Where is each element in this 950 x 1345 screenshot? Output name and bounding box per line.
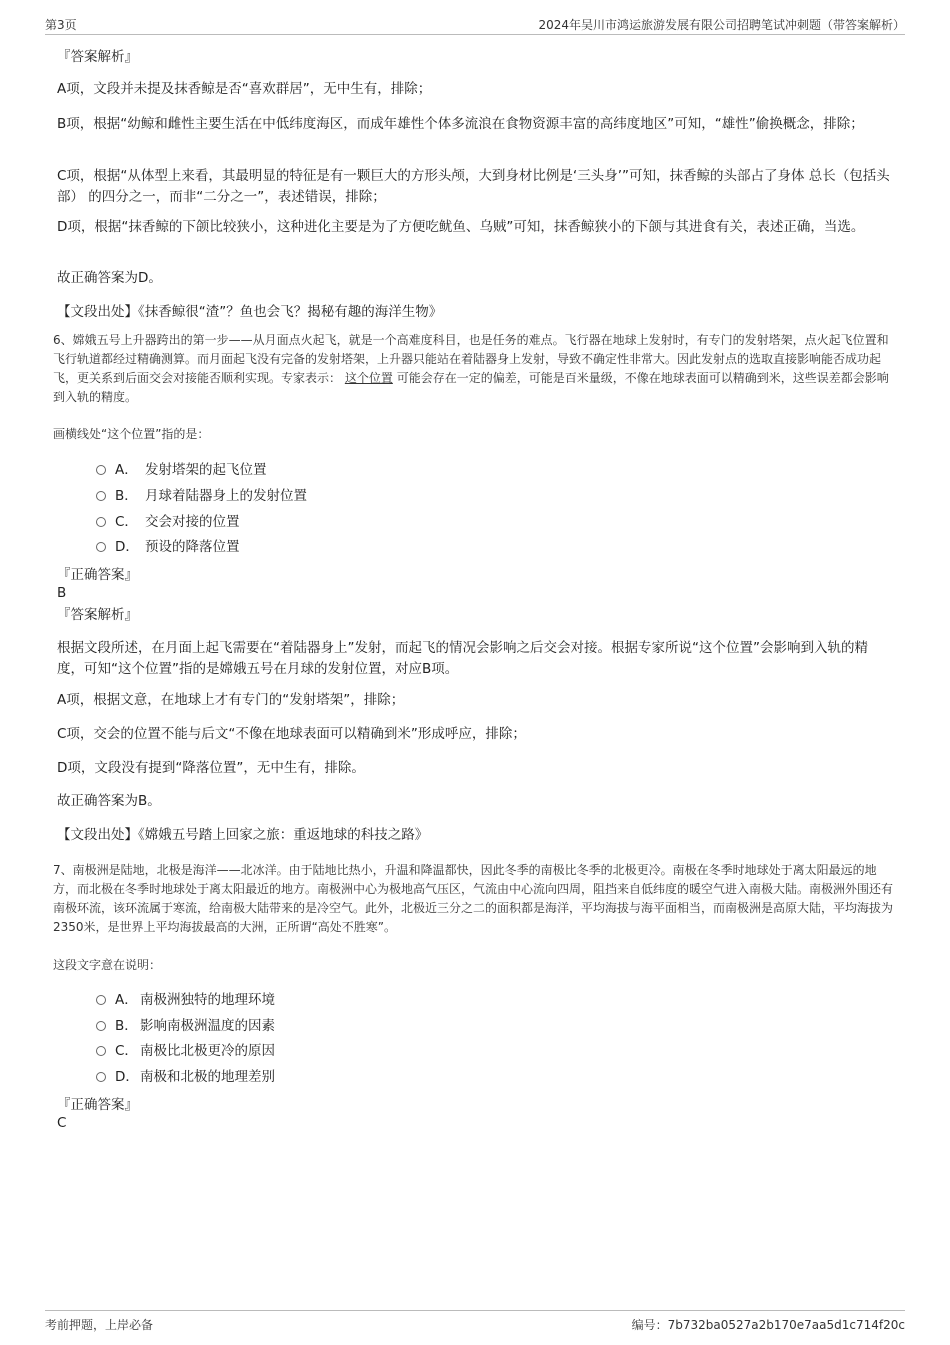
option-letter: B． — [115, 1018, 138, 1034]
q7-option-a[interactable] — [96, 990, 275, 1010]
q6-answer-heading: 『正确答案』 — [57, 567, 138, 583]
q7-question: 这段文字意在说明： — [53, 958, 162, 972]
radio-icon[interactable] — [96, 517, 106, 527]
q6-option-d[interactable] — [96, 537, 240, 557]
source-title: 《嫦娥五号踏上回家之旅：重返地球的科技之路》 — [138, 827, 429, 843]
q6-source-line — [57, 825, 892, 846]
q7-answer: C — [57, 1115, 67, 1131]
source-label: 【文段出处】 — [57, 304, 138, 320]
q7-option-d[interactable] — [96, 1067, 275, 1087]
option-text: 交会对接的位置 — [145, 514, 240, 530]
option-letter: B． — [115, 488, 138, 504]
q7-answer-heading: 『正确答案』 — [57, 1097, 138, 1113]
option-letter: C． — [115, 1043, 138, 1059]
q6-passage-text: 6、嫦娥五号上升器跨出的第一步——从月面点火起飞，就是一个高难度科目，也是任务的难点。飞行器在地球上发射时，有专门的发射塔架，点火起飞位置和飞行轨道都经过精确测算。而月面起飞没有完备的发射塔架，上升器只能站在着陆器身上发射，导致不确定性非常大。因此发射点的选取直接影响能否成功起飞，更关系到后面交会对接能否顺利实现。专家表示： — [53, 333, 889, 385]
analysis-heading: 『答案解析』 — [57, 49, 138, 65]
option-letter: A． — [115, 462, 138, 478]
q6-passage — [53, 331, 895, 407]
analysis-b: B项，根据“幼鲸和雌性主要生活在中低纬度海区，而成年雄性个体多流浪在食物资源丰富的高纬度地区”可知，“雄性”偷换概念，排除； — [57, 116, 864, 132]
option-letter: D． — [115, 539, 139, 555]
source-title: 《抹香鲸很“渣”？鱼也会飞？揭秘有趣的海洋生物》 — [138, 304, 443, 320]
q6-answer: B — [57, 585, 67, 601]
page-footer — [45, 1310, 905, 1335]
radio-icon[interactable] — [96, 491, 106, 501]
q7-passage: 7、南极洲是陆地，北极是海洋——北冰洋。由于陆地比热小，升温和降温都快，因此冬季的南极比冬季的北极更冷。南极在冬季时地球处于离太阳最远的地方，而北极在冬季时地球处于离太阳最近的地方。南极洲中心为极地高气压区，气流由中心流向四周，阻挡来自低纬度的暖空气进入南极大陆。南极洲外围还有南极环流，该环流属于寒流，给南极大陆带来的是冷空气。此外，北极近三分之二的面积都是海洋，平均海拔与海平面相当，而南极洲是高原大陆，平均海拔为2350米，是世界上平均海拔最高的大洲，正所谓“高处不胜寒”。 — [53, 863, 894, 934]
option-text: 南极洲独特的地理环境 — [140, 992, 275, 1008]
option-letter: D． — [115, 1069, 139, 1085]
q6-conclusion: 故正确答案为B。 — [57, 793, 161, 809]
analysis-c: C项，根据“从体型上来看，其最明显的特征是有一颗巨大的方形头颅，大到身材比例是‘三头身’”可知，抹香鲸的头部占了身体 总长（包括头部） 的四分之一，而非“二分之一”，表述错误，排除； — [57, 168, 890, 205]
source-line — [57, 302, 892, 323]
option-letter: A． — [115, 992, 138, 1008]
q6-question: 画横线处“这个位置”指的是： — [53, 427, 210, 441]
page-header — [45, 14, 905, 35]
radio-icon[interactable] — [96, 1072, 106, 1082]
q6-analysis-a: A项，根据文意，在地球上才有专门的“发射塔架”，排除； — [57, 692, 405, 708]
q6-analysis-heading: 『答案解析』 — [57, 607, 138, 623]
q6-passage-text-end: 可能会存在一定的偏差，可能是百米量级，不像在地球表面可以精确到米，这些误差都会影响到入轨的精度。 — [53, 371, 889, 404]
q7-option-b[interactable] — [96, 1016, 275, 1036]
radio-icon[interactable] — [96, 1021, 106, 1031]
radio-icon[interactable] — [96, 995, 106, 1005]
footer-slogan: 考前押题，上岸必备 — [45, 1318, 154, 1332]
q6-analysis-c: C项，交会的位置不能与后文“不像在地球表面可以精确到米”形成呼应，排除； — [57, 726, 526, 742]
option-text: 南极比北极更冷的原因 — [140, 1043, 275, 1059]
page-number: 第3页 — [45, 18, 77, 32]
option-text: 预设的降落位置 — [145, 539, 240, 555]
q6-option-a[interactable] — [96, 460, 267, 480]
q6-analysis-d: D项，文段没有提到“降落位置”，无中生有，排除。 — [57, 760, 365, 776]
conclusion: 故正确答案为D。 — [57, 270, 162, 286]
option-text: 发射塔架的起飞位置 — [145, 462, 267, 478]
document-title: 2024年吴川市鸿运旅游发展有限公司招聘笔试冲刺题（带答案解析） — [538, 18, 905, 32]
option-letter: C． — [115, 514, 138, 530]
radio-icon[interactable] — [96, 542, 106, 552]
option-text: 影响南极洲温度的因素 — [140, 1018, 275, 1034]
option-text: 月球着陆器身上的发射位置 — [145, 488, 307, 504]
option-text: 南极和北极的地理差别 — [140, 1069, 275, 1085]
q6-underlined-phrase: 这个位置 — [344, 371, 393, 385]
q7-option-c[interactable] — [96, 1041, 275, 1061]
radio-icon[interactable] — [96, 1046, 106, 1056]
q6-option-b[interactable] — [96, 486, 307, 506]
source-label: 【文段出处】 — [57, 827, 138, 843]
document-id: 编号：7b732ba0527a2b170e7aa5d1c714f20c — [631, 1318, 905, 1332]
analysis-a: A项，文段并未提及抹香鲸是否“喜欢群居”，无中生有，排除； — [57, 81, 432, 97]
radio-icon[interactable] — [96, 465, 106, 475]
analysis-d: D项，根据“抹香鲸的下颌比较狭小，这种进化主要是为了方便吃鱿鱼、乌贼”可知，抹香鲸狭小的下颌与其进食有关，表述正确，当选。 — [57, 219, 865, 235]
q6-analysis-main: 根据文段所述，在月面上起飞需要在“着陆器身上”发射，而起飞的情况会影响之后交会对接。根据专家所说“这个位置”会影响到入轨的精度，可知“这个位置”指的是嫦娥五号在月球的发射位置，对应B项。 — [57, 640, 868, 677]
q6-option-c[interactable] — [96, 512, 240, 532]
